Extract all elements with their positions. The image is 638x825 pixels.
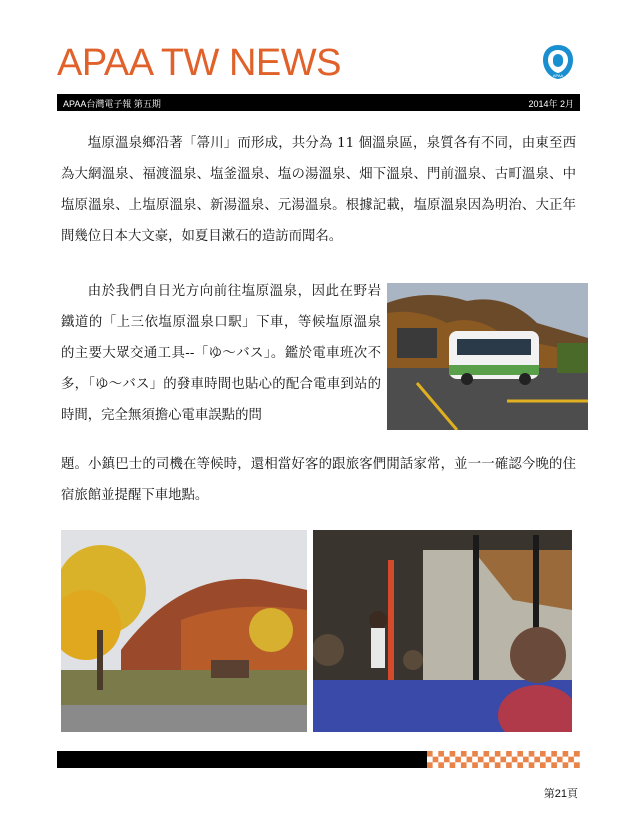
paragraph-2: 由於我們自日光方向前往塩原溫泉，因此在野岩鐵道的「上三依塩原溫泉口駅」下車，等候塩原溫泉的主要大眾交通工具--「ゆ～バス」。鑑於電車班次不多，「ゆ～バス」的發車時間也貼心的配合電車到站的時間，完全無須擔心電車誤點的問	[61, 284, 381, 423]
issue-date: 2014年 2月	[528, 99, 574, 109]
autumn-landscape-photo	[61, 530, 307, 732]
bus-photo	[387, 283, 588, 430]
header-bar	[57, 94, 580, 111]
page-number: 第21頁	[543, 788, 578, 800]
apaa-logo	[542, 44, 574, 80]
issue-label: APAA台灣電子報 第五期	[63, 99, 161, 109]
footer-bar	[57, 751, 427, 768]
newsletter-title: APAA TW NEWS	[57, 42, 341, 84]
svg-text:APAA: APAA	[552, 73, 564, 78]
bus-interior-photo	[313, 530, 572, 732]
checker-decoration	[427, 751, 580, 768]
paragraph-3: 題。小鎮巴士的司機在等候時，還相當好客的跟旅客們閒話家常，並一一確認今晚的住宿旅館並提醒下車地點。	[61, 457, 576, 503]
paragraph-1: 塩原溫泉鄉沿著「箒川」而形成，共分為 11 個溫泉區，泉質各有不同，由東至西為大網溫泉、福渡溫泉、塩釜溫泉、塩の湯溫泉、畑下溫泉、門前溫泉、古町溫泉、中塩原溫泉、上塩原溫泉、新湯溫泉、元湯溫泉。根據記載，塩原溫泉因為明治、大正年間幾位日本大文豪，如夏目漱石的造訪而聞名。	[61, 136, 576, 244]
